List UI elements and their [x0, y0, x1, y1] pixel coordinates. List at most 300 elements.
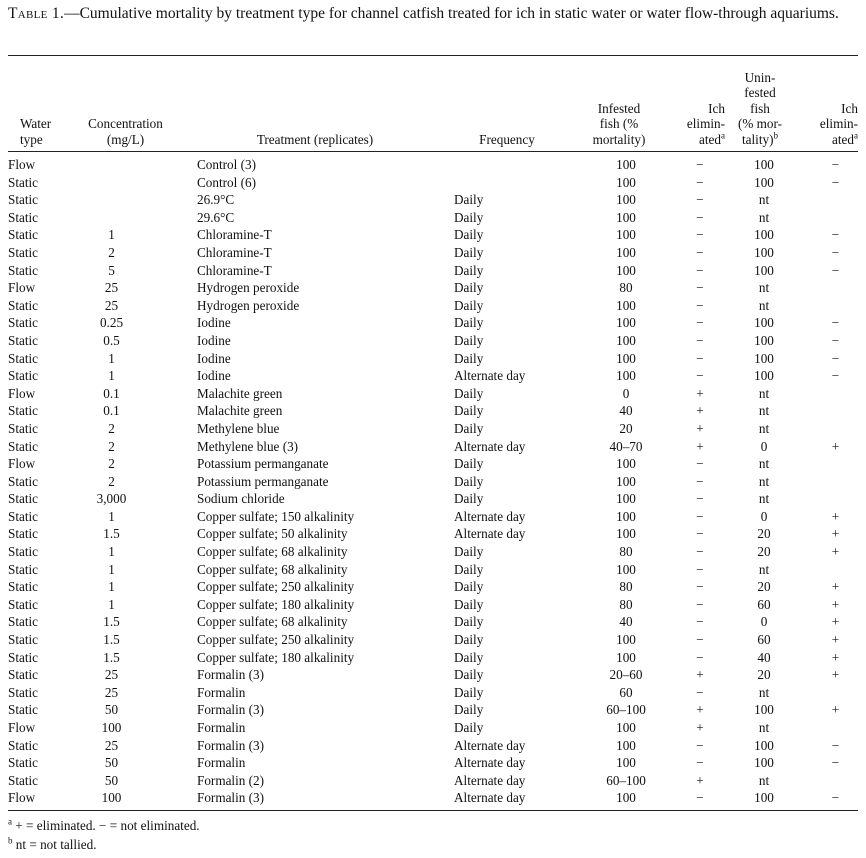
water-type-cell: Static [8, 737, 39, 753]
infested-mortality-cell: 100 [616, 649, 636, 665]
bottom-rule [8, 810, 858, 811]
water-type-cell: Static [8, 596, 39, 612]
ich-eliminated-cell: − [696, 755, 704, 771]
water-type-cell: Static [8, 508, 39, 524]
infested-mortality-cell: 100 [616, 209, 636, 225]
header-text: (% mor- [737, 116, 783, 131]
treatment-cell: Control (3) [197, 157, 256, 172]
ich-eliminated-cell: − [696, 544, 704, 560]
header-ich-eliminated-1 [661, 48, 725, 151]
ich-eliminated-cell: − [696, 526, 704, 542]
ich-eliminated-cell: + [831, 702, 840, 718]
frequency-cell: Daily [454, 332, 484, 348]
header-infested-fish [577, 48, 661, 151]
ich-eliminated-cell [795, 297, 858, 315]
infested-mortality-cell: 80 [619, 596, 633, 612]
water-type-cell: Static [8, 350, 39, 366]
concentration-cell: 0.5 [103, 332, 120, 348]
infested-mortality-cell: 80 [619, 579, 633, 595]
ich-eliminated-cell: − [696, 315, 704, 331]
table-number: Table 1. [8, 5, 65, 22]
table-footnotes [8, 816, 858, 854]
ich-eliminated-cell: − [696, 473, 704, 489]
table-row [8, 385, 858, 403]
uninfested-mortality-cell: 100 [754, 350, 774, 366]
concentration-cell: 25 [104, 667, 119, 683]
water-type-cell: Static [8, 544, 39, 560]
uninfested-mortality-cell: nt [758, 192, 770, 208]
treatment-cell: Formalin (3) [197, 790, 265, 806]
frequency-cell: Alternate day [454, 368, 526, 384]
treatment-cell: Copper sulfate; 180 alkalinity [197, 596, 355, 612]
concentration-cell: 25 [104, 297, 119, 313]
water-type-cell: Static [8, 755, 39, 771]
treatment-cell: Formalin [197, 684, 246, 700]
header-line [725, 101, 795, 117]
frequency-cell: Daily [454, 315, 484, 331]
header-line [58, 116, 193, 132]
table-row [8, 596, 858, 614]
concentration-cell: 3,000 [96, 491, 127, 507]
frequency-cell: Daily [454, 579, 484, 595]
treatment-cell: Iodine [197, 368, 231, 384]
infested-mortality-cell: 100 [616, 297, 636, 313]
frequency-cell: Daily [454, 491, 484, 507]
treatment-cell: 26.9°C [197, 192, 235, 208]
frequency-cell [437, 174, 577, 192]
infested-mortality-cell: 60–100 [606, 702, 646, 718]
treatment-cell: Hydrogen peroxide [197, 297, 300, 313]
ich-eliminated-cell: + [831, 667, 840, 683]
ich-eliminated-cell: − [696, 368, 704, 384]
ich-eliminated-cell: − [696, 350, 704, 366]
ich-eliminated-cell: − [696, 192, 704, 208]
header-uninfested-fish [725, 48, 795, 151]
concentration-cell: 1.5 [103, 632, 120, 648]
ich-eliminated-cell [795, 772, 858, 790]
uninfested-mortality-cell: 0 [760, 614, 768, 630]
water-type-cell: Flow [8, 720, 36, 735]
ich-eliminated-cell: + [696, 420, 704, 436]
table-row [8, 543, 858, 561]
ich-eliminated-cell: + [831, 544, 840, 560]
water-type-cell: Static [8, 209, 39, 225]
concentration-cell: 25 [104, 280, 119, 296]
ich-eliminated-cell: + [831, 614, 840, 630]
ich-eliminated-cell [795, 684, 858, 702]
header-text: Frequency [479, 131, 535, 147]
header-text: fish [750, 100, 770, 116]
ich-eliminated-cell: − [831, 350, 840, 366]
ich-eliminated-cell: + [696, 438, 704, 454]
treatment-cell: Sodium chloride [197, 491, 285, 507]
concentration-cell: 100 [101, 720, 122, 735]
ich-eliminated-cell: − [696, 737, 704, 753]
frequency-cell: Daily [454, 473, 484, 489]
concentration-cell: 25 [104, 737, 119, 753]
water-type-cell: Static [8, 192, 39, 208]
uninfested-mortality-cell: 20 [757, 526, 771, 542]
table-row [8, 226, 858, 244]
water-type-cell: Static [8, 244, 39, 260]
infested-mortality-cell: 60 [619, 684, 633, 700]
frequency-cell: Daily [454, 544, 484, 560]
ich-eliminated-cell: + [831, 508, 840, 524]
table-body [8, 151, 858, 807]
ich-eliminated-cell: − [696, 280, 704, 296]
infested-mortality-cell: 100 [616, 561, 636, 577]
frequency-cell: Daily [454, 350, 484, 366]
table-row [8, 174, 858, 192]
header-line [20, 132, 58, 148]
ich-eliminated-cell: − [831, 368, 840, 384]
ich-eliminated-cell: − [831, 227, 840, 243]
water-type-cell: Static [8, 368, 39, 384]
table-row [8, 490, 858, 508]
ich-eliminated-cell: − [696, 209, 704, 225]
header-line [437, 132, 577, 148]
treatment-cell: Formalin (2) [197, 772, 265, 788]
concentration-cell: 1 [108, 596, 115, 612]
table-row [8, 701, 858, 719]
infested-mortality-cell: 100 [616, 192, 636, 208]
water-type-cell: Static [8, 473, 39, 489]
ich-eliminated-cell: − [696, 157, 704, 172]
infested-mortality-cell: 100 [616, 526, 636, 542]
ich-eliminated-cell: − [831, 244, 840, 260]
uninfested-mortality-cell: 100 [754, 755, 774, 771]
table-row [8, 737, 858, 755]
infested-mortality-cell: 60–100 [606, 772, 646, 788]
uninfested-mortality-cell: 100 [754, 332, 774, 348]
footnote-ref: a [854, 130, 858, 141]
infested-mortality-cell: 40 [619, 403, 633, 419]
uninfested-mortality-cell: 100 [754, 227, 774, 243]
frequency-cell: Daily [454, 403, 484, 419]
table-row [8, 684, 858, 702]
header-text: (mg/L) [106, 131, 145, 147]
concentration-cell: 1 [108, 579, 115, 595]
header-text: Concentration [88, 116, 163, 131]
header-text: ated [832, 131, 854, 147]
frequency-cell: Daily [454, 667, 484, 683]
concentration-cell: 0.1 [103, 403, 120, 419]
concentration-cell [58, 174, 193, 192]
treatment-cell: Chloramine-T [197, 227, 272, 243]
ich-eliminated-cell: + [831, 579, 840, 595]
ich-eliminated-cell: − [696, 508, 704, 524]
uninfested-mortality-cell: 60 [757, 632, 771, 648]
frequency-cell: Daily [454, 684, 484, 700]
ich-eliminated-cell: − [696, 456, 704, 472]
ich-eliminated-cell [795, 490, 858, 508]
table-row [8, 350, 858, 368]
table-row [8, 525, 858, 543]
concentration-cell: 1.5 [103, 526, 120, 542]
table-row [8, 191, 858, 209]
ich-eliminated-cell: − [696, 579, 704, 595]
infested-mortality-cell: 100 [616, 350, 636, 366]
footnote-mark: b [8, 835, 13, 846]
infested-mortality-cell: 100 [616, 368, 636, 384]
treatment-cell: Malachite green [197, 403, 283, 419]
treatment-cell: 29.6°C [197, 209, 235, 225]
header-line [795, 101, 858, 117]
infested-mortality-cell: 100 [616, 491, 636, 507]
header-text: type [20, 131, 43, 147]
treatment-cell: Copper sulfate; 250 alkalinity [197, 632, 355, 648]
treatment-cell: Malachite green [197, 385, 283, 401]
uninfested-mortality-cell: 100 [754, 702, 774, 718]
ich-eliminated-cell: − [831, 332, 840, 348]
uninfested-mortality-cell: nt [758, 403, 770, 419]
table-row [8, 719, 858, 737]
water-type-cell: Static [8, 632, 39, 648]
concentration-cell: 5 [108, 262, 115, 278]
header-line [795, 132, 858, 148]
uninfested-mortality-cell: 60 [757, 596, 771, 612]
frequency-cell: Daily [454, 209, 484, 225]
treatment-cell: Formalin (3) [197, 702, 265, 718]
uninfested-mortality-cell: 100 [754, 315, 774, 331]
header-text: Unin- [744, 69, 776, 85]
water-type-cell: Flow [8, 385, 36, 401]
table-row [8, 649, 858, 667]
ich-eliminated-cell [795, 402, 858, 420]
footnote-text: nt = not tallied. [15, 837, 97, 852]
ich-eliminated-cell: + [696, 667, 704, 683]
treatment-cell: Copper sulfate; 250 alkalinity [197, 579, 355, 595]
table-row [8, 297, 858, 315]
ich-eliminated-cell: + [831, 632, 840, 648]
water-type-cell: Static [8, 667, 39, 683]
water-type-cell: Flow [8, 157, 36, 172]
water-type-cell: Static [8, 684, 39, 700]
table-row [8, 508, 858, 526]
ich-eliminated-cell: − [696, 262, 704, 278]
caption-text: —Cumulative mortality by treatment type for channel catfish treated for ich in static water or water flow-through aquariums. [64, 5, 839, 22]
frequency-cell: Daily [454, 244, 484, 260]
infested-mortality-cell: 100 [616, 720, 636, 735]
table-row [8, 420, 858, 438]
table-caption [8, 4, 860, 23]
ich-eliminated-cell [795, 719, 858, 737]
water-type-cell: Static [8, 772, 39, 788]
header-text: tality) [742, 131, 774, 147]
uninfested-mortality-cell: 100 [754, 157, 774, 172]
infested-mortality-cell: 100 [616, 737, 636, 753]
frequency-cell: Daily [454, 456, 484, 472]
uninfested-mortality-cell: nt [758, 684, 770, 700]
ich-eliminated-cell [795, 385, 858, 403]
treatment-cell: Iodine [197, 315, 231, 331]
water-type-cell: Flow [8, 280, 36, 296]
water-type-cell: Static [8, 614, 39, 630]
frequency-cell [437, 151, 577, 174]
uninfested-mortality-cell: nt [758, 456, 770, 472]
ich-eliminated-cell: + [696, 385, 704, 401]
footnote-mark: a [8, 816, 12, 827]
concentration-cell: 2 [108, 244, 115, 260]
header-text: elimin- [686, 116, 725, 131]
treatment-cell: Chloramine-T [197, 244, 272, 260]
water-type-cell: Static [8, 526, 39, 542]
treatment-cell: Formalin (3) [197, 737, 265, 753]
uninfested-mortality-cell: 100 [754, 262, 774, 278]
infested-mortality-cell: 100 [616, 790, 636, 806]
infested-mortality-cell: 100 [616, 632, 636, 648]
frequency-cell: Daily [454, 192, 484, 208]
treatment-cell: Formalin [197, 755, 246, 771]
header-line [20, 116, 58, 132]
concentration-cell: 1 [108, 561, 115, 577]
concentration-cell: 1 [108, 544, 115, 560]
frequency-cell: Alternate day [454, 772, 526, 788]
header-ich-eliminated-2 [795, 48, 858, 151]
concentration-cell: 2 [108, 456, 115, 472]
treatment-cell: Copper sulfate; 180 alkalinity [197, 649, 355, 665]
header-line [577, 116, 661, 132]
header-line [193, 132, 437, 148]
concentration-cell: 1 [108, 508, 115, 524]
concentration-cell [58, 209, 193, 227]
header-line [725, 85, 795, 101]
water-type-cell: Static [8, 561, 39, 577]
infested-mortality-cell: 100 [616, 174, 636, 190]
table-row [8, 402, 858, 420]
water-type-cell: Static [8, 579, 39, 595]
uninfested-mortality-cell: 100 [754, 790, 774, 806]
uninfested-mortality-cell: nt [758, 280, 770, 296]
frequency-cell: Alternate day [454, 737, 526, 753]
header-text: Ich [841, 100, 858, 116]
table-row [8, 666, 858, 684]
uninfested-mortality-cell: 0 [760, 508, 768, 524]
table-row [8, 772, 858, 790]
ich-eliminated-cell [795, 455, 858, 473]
ich-eliminated-cell: − [696, 614, 704, 630]
ich-eliminated-cell: − [831, 737, 840, 753]
ich-eliminated-cell: − [696, 332, 704, 348]
uninfested-mortality-cell: 20 [757, 544, 771, 560]
infested-mortality-cell: 100 [616, 456, 636, 472]
infested-mortality-cell: 100 [616, 473, 636, 489]
uninfested-mortality-cell: nt [758, 561, 770, 577]
table-row [8, 613, 858, 631]
infested-mortality-cell: 100 [616, 262, 636, 278]
ich-eliminated-cell: − [696, 561, 704, 577]
ich-eliminated-cell: + [831, 596, 840, 612]
header-text: fish (% [599, 116, 639, 131]
concentration-cell: 2 [108, 420, 115, 436]
footnote-ref: a [721, 130, 725, 141]
infested-mortality-cell: 100 [616, 157, 636, 172]
header-line [725, 70, 795, 86]
ich-eliminated-cell [795, 473, 858, 491]
table-row [8, 151, 858, 174]
water-type-cell: Static [8, 332, 39, 348]
water-type-cell: Static [8, 227, 39, 243]
header-line [58, 132, 193, 148]
frequency-cell: Daily [454, 702, 484, 718]
concentration-cell: 50 [104, 755, 119, 771]
treatment-cell: Formalin [197, 720, 246, 735]
concentration-cell: 1.5 [103, 614, 120, 630]
uninfested-mortality-cell: nt [758, 720, 770, 735]
treatment-cell: Copper sulfate; 68 alkalinity [197, 561, 348, 577]
uninfested-mortality-cell: 20 [757, 579, 771, 595]
table-row [8, 789, 858, 807]
ich-eliminated-cell: + [696, 720, 704, 735]
concentration-cell: 1 [108, 227, 115, 243]
header-frequency [437, 48, 577, 151]
uninfested-mortality-cell: 20 [757, 667, 771, 683]
table-row [8, 332, 858, 350]
treatment-cell: Hydrogen peroxide [197, 280, 300, 296]
table-row [8, 578, 858, 596]
treatment-cell: Potassium permanganate [197, 473, 329, 489]
uninfested-mortality-cell: nt [758, 297, 770, 313]
header-line [661, 101, 725, 117]
ich-eliminated-cell: + [696, 403, 704, 419]
ich-eliminated-cell: + [831, 526, 840, 542]
water-type-cell: Static [8, 297, 39, 313]
concentration-cell: 2 [108, 438, 115, 454]
table-row [8, 561, 858, 579]
ich-eliminated-cell: − [696, 297, 704, 313]
concentration-cell: 1 [108, 350, 115, 366]
header-water-type [8, 48, 58, 151]
treatment-cell: Iodine [197, 350, 231, 366]
ich-eliminated-cell: − [696, 649, 704, 665]
ich-eliminated-cell [795, 561, 858, 579]
water-type-cell: Static [8, 420, 39, 436]
infested-mortality-cell: 80 [619, 544, 633, 560]
table-row [8, 754, 858, 772]
concentration-cell: 1 [108, 368, 115, 384]
footnote-ref: b [773, 130, 778, 141]
frequency-cell: Alternate day [454, 755, 526, 771]
header-rule [8, 151, 858, 152]
ich-eliminated-cell: + [831, 438, 840, 454]
treatment-cell: Methylene blue (3) [197, 438, 299, 454]
frequency-cell: Alternate day [454, 526, 526, 542]
header-line [577, 101, 661, 117]
header-concentration [58, 48, 193, 151]
infested-mortality-cell: 100 [616, 332, 636, 348]
uninfested-mortality-cell: nt [758, 772, 770, 788]
concentration-cell: 0.1 [103, 385, 120, 401]
ich-eliminated-cell: − [696, 491, 704, 507]
frequency-cell: Daily [454, 262, 484, 278]
header-text: fested [744, 85, 776, 100]
header-text: Ich [708, 100, 725, 116]
water-type-cell: Static [8, 702, 39, 718]
infested-mortality-cell: 100 [616, 244, 636, 260]
ich-eliminated-cell: − [696, 174, 704, 190]
uninfested-mortality-cell: nt [758, 491, 770, 507]
frequency-cell: Alternate day [454, 438, 526, 454]
treatment-cell: Copper sulfate; 50 alkalinity [197, 526, 348, 542]
concentration-cell: 0.25 [99, 315, 124, 331]
mortality-table [8, 48, 858, 807]
treatment-cell: Methylene blue [197, 420, 280, 436]
concentration-cell: 2 [108, 473, 115, 489]
frequency-cell: Daily [454, 385, 484, 401]
table-row [8, 314, 858, 332]
ich-eliminated-cell [795, 209, 858, 227]
header-line [577, 132, 661, 148]
